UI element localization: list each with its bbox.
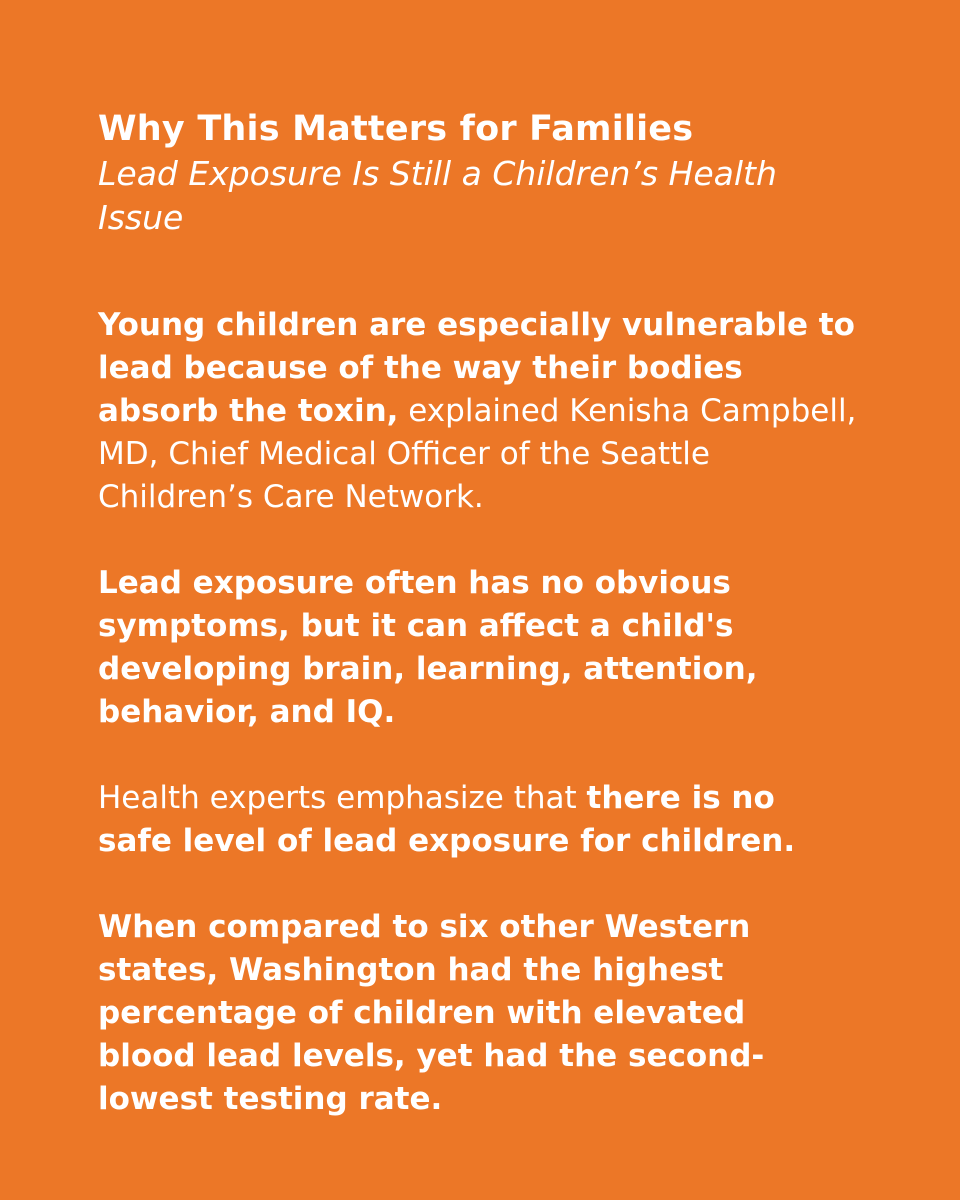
paragraph-comparison [98,906,818,1121]
paragraph-symptoms [98,562,818,734]
paragraph-symptoms-bold: Lead exposure often has no obvious symptoms, but it can affect a child's developing brain, learning, attention, behavior, and IQ. [98,565,758,730]
paragraph-safe-level-regular: Health experts emphasize that [98,780,587,816]
paragraph-safe-level [98,777,858,863]
paragraph-comparison-bold: When compared to six other Western states, Washington had the highest percentage of children with elevated blood lead levels, yet had the second-lowest testing rate. [98,909,765,1117]
paragraph-vulnerability-regular: explained Kenisha Campbell, MD, Chief Medical Officer of the Seattle Children’s Care Network. [98,393,857,515]
paragraph-vulnerability-bold: Young children are especially vulnerable to lead because of the way their bodies absorb the toxin, [98,307,855,429]
paragraph-vulnerability [98,304,858,519]
paragraph-safe-level-bold: there is no safe level of lead exposure for children. [98,780,796,859]
subheading: Lead Exposure Is Still a Children’s Health Issue [98,154,777,237]
heading: Why This Matters for Families [98,109,694,149]
